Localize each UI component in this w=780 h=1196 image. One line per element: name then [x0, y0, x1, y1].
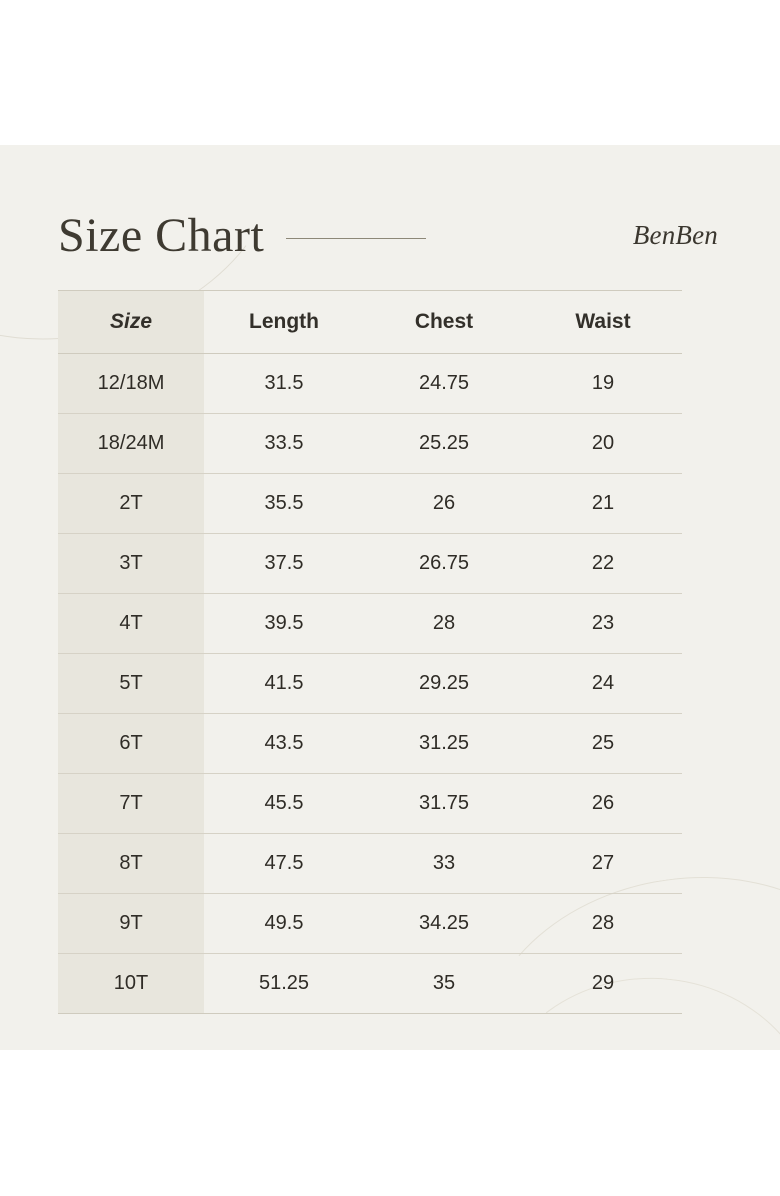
cell-chest: 26: [364, 474, 524, 534]
table-row: [58, 414, 682, 474]
cell-chest: 31.25: [364, 714, 524, 774]
cell-size: 9T: [58, 894, 204, 954]
cell-waist: 19: [524, 354, 682, 414]
column-header-waist: Waist: [524, 291, 682, 354]
cell-chest: 29.25: [364, 654, 524, 714]
cell-waist: 28: [524, 894, 682, 954]
brand-name: BenBen: [632, 219, 718, 250]
cell-length: 31.5: [204, 354, 364, 414]
table-body: [58, 354, 682, 1014]
cell-length: 49.5: [204, 894, 364, 954]
cell-size: 5T: [58, 654, 204, 714]
page-title: Size Chart: [58, 208, 265, 262]
table-header-row: [58, 291, 682, 354]
cell-chest: 33: [364, 834, 524, 894]
cell-length: 39.5: [204, 594, 364, 654]
cell-size: 8T: [58, 834, 204, 894]
cell-waist: 27: [524, 834, 682, 894]
cell-chest: 26.75: [364, 534, 524, 594]
cell-waist: 29: [524, 954, 682, 1014]
cell-size: 7T: [58, 774, 204, 834]
table-row: [58, 594, 682, 654]
column-header-size: Size: [58, 291, 204, 354]
table-row: [58, 534, 682, 594]
table-header: [58, 291, 682, 354]
table-row: [58, 774, 682, 834]
cell-size: 10T: [58, 954, 204, 1014]
cell-length: 33.5: [204, 414, 364, 474]
cell-length: 47.5: [204, 834, 364, 894]
table-row: [58, 954, 682, 1014]
table-row: [58, 894, 682, 954]
cell-waist: 22: [524, 534, 682, 594]
cell-length: 37.5: [204, 534, 364, 594]
table-row: [58, 354, 682, 414]
column-header-length: Length: [204, 291, 364, 354]
cell-length: 45.5: [204, 774, 364, 834]
cell-chest: 35: [364, 954, 524, 1014]
cell-waist: 20: [524, 414, 682, 474]
column-header-chest: Chest: [364, 291, 524, 354]
cell-chest: 34.25: [364, 894, 524, 954]
table-row: [58, 714, 682, 774]
cell-chest: 25.25: [364, 414, 524, 474]
size-chart-card: [0, 145, 780, 1050]
cell-size: 12/18M: [58, 354, 204, 414]
cell-waist: 26: [524, 774, 682, 834]
cell-size: 3T: [58, 534, 204, 594]
cell-waist: 25: [524, 714, 682, 774]
cell-size: 6T: [58, 714, 204, 774]
cell-size: 18/24M: [58, 414, 204, 474]
table-row: [58, 474, 682, 534]
cell-size: 4T: [58, 594, 204, 654]
table-row: [58, 654, 682, 714]
cell-length: 41.5: [204, 654, 364, 714]
cell-waist: 24: [524, 654, 682, 714]
size-chart-table: [58, 290, 682, 1014]
cell-length: 51.25: [204, 954, 364, 1014]
cell-waist: 21: [524, 474, 682, 534]
cell-chest: 31.75: [364, 774, 524, 834]
title-divider: [286, 238, 426, 239]
table-row: [58, 834, 682, 894]
cell-length: 43.5: [204, 714, 364, 774]
cell-chest: 28: [364, 594, 524, 654]
cell-size: 2T: [58, 474, 204, 534]
cell-chest: 24.75: [364, 354, 524, 414]
cell-length: 35.5: [204, 474, 364, 534]
header: [58, 205, 722, 265]
cell-waist: 23: [524, 594, 682, 654]
